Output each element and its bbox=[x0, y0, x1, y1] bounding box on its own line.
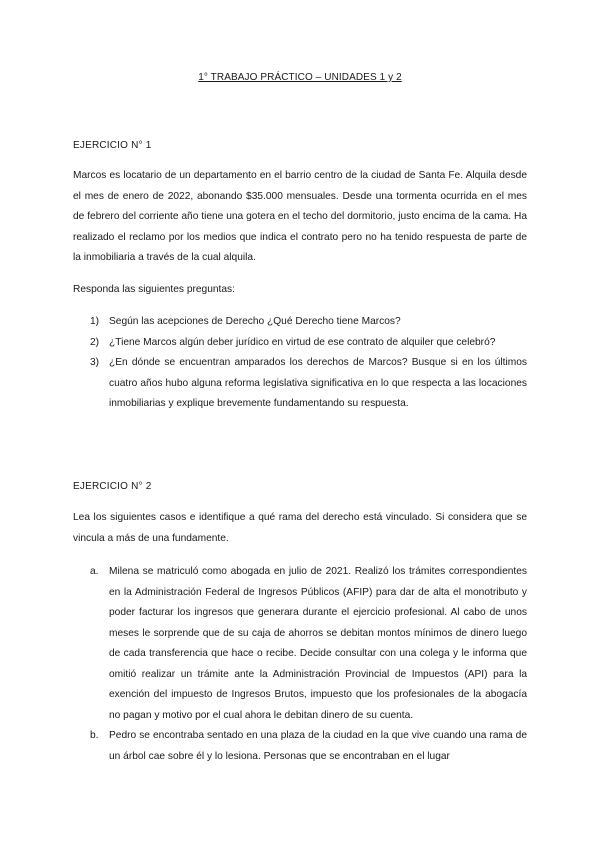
list-item bbox=[73, 562, 527, 726]
list-item-text: Según las acepciones de Derecho ¿Qué Derecho tiene Marcos? bbox=[109, 316, 401, 327]
list-item-text: Milena se matriculó como abogada en julio de 2021. Realizó los trámites correspondientes en la Administración Federal de Ingresos Públicos (AFIP) para dar de alta el monotributo y poder facturar los ingresos que generara durante el ejercicio profesional. Al cabo de unos meses le sorprende que de su caja de ahorros se debitan montos mínimos de dinero luego de cada transferencia que hace o recibe. Decide consultar con una colega y le informa que omitió realizar un trámite ante la Administración Provincial de Impuestos (API) para la exención del impuesto de Ingresos Brutos, impuesto que los profesionales de la abogacía no pagan y motivo por el cual ahora le debitan dinero de su cuenta. bbox=[109, 566, 527, 721]
list-marker: 1) bbox=[90, 316, 100, 327]
exercise-1-instruction: Responda las siguientes preguntas: bbox=[73, 284, 235, 295]
list-marker: 3) bbox=[90, 357, 100, 368]
list-item bbox=[73, 312, 527, 333]
list-marker: a. bbox=[90, 566, 99, 577]
exercise-1-heading: EJERCICIO N° 1 bbox=[73, 140, 152, 151]
list-item bbox=[73, 333, 527, 354]
list-marker: 2) bbox=[90, 336, 100, 348]
list-marker: b. bbox=[90, 730, 99, 741]
exercise-2-cases bbox=[73, 562, 527, 767]
list-item-text: ¿En dónde se encuentran amparados los derechos de Marcos? Busque si en los últimos cuatro años hubo alguna reforma legislativa significativa en lo que respecta a las locaciones inmobiliarias y explique brevemente fundamentando su respuesta. bbox=[109, 357, 527, 409]
document-title: 1° TRABAJO PRÁCTICO – UNIDADES 1 y 2 bbox=[198, 72, 402, 83]
list-item-text: ¿Tiene Marcos algún deber jurídico en virtud de ese contrato de alquiler que celebró? bbox=[109, 336, 496, 348]
list-item bbox=[73, 353, 527, 415]
list-item-text: Pedro se encontraba sentado en una plaza de la ciudad en la que vive cuando una rama de un árbol cae sobre él y lo lesiona. Personas que se encontraban en el lugar bbox=[109, 730, 527, 762]
exercise-1-questions bbox=[73, 312, 527, 415]
exercise-2-instruction: Lea los siguientes casos e identifique a qué rama del derecho está vinculado. Si considera que se vincula a más de una fundamente. bbox=[73, 512, 527, 544]
exercise-2-heading: EJERCICIO N° 2 bbox=[73, 481, 152, 492]
exercise-1-paragraph: Marcos es locatario de un departamento en el barrio centro de la ciudad de Santa Fe. Alquila desde el mes de enero de 2022, abonando $35.000 mensuales. Desde una tormenta ocurrida en el mes de febrero del corriente año tiene una gotera en el techo del dormitorio, justo encima de la cama. Ha realizado el reclamo por los medios que indica el contrato pero no ha tenido respuesta de parte de la inmobiliaria a través de la cual alquila. bbox=[73, 170, 527, 263]
list-item bbox=[73, 726, 527, 767]
